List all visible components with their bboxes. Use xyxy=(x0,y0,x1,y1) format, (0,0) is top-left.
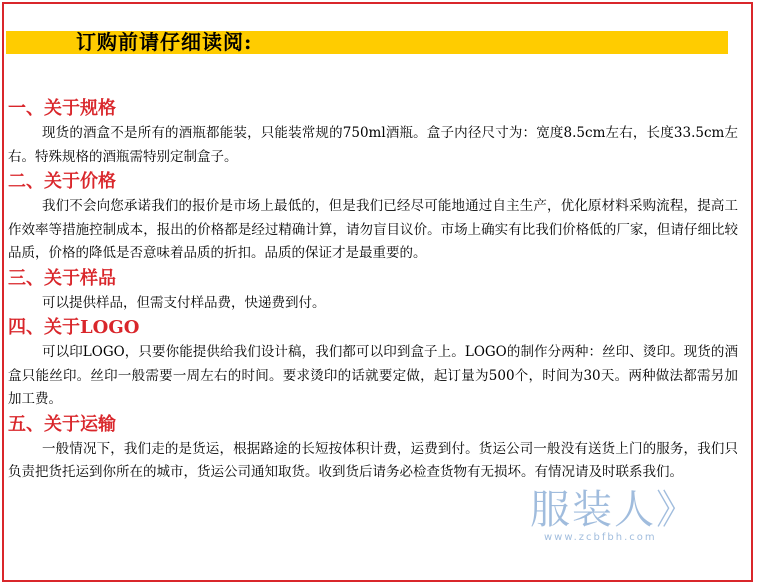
notice-content xyxy=(8,96,738,485)
section-text: 我们不会向您承诺我们的报价是市场上最低的，但是我们已经尽可能地通过自主生产，优化原材料采购流程，提高工作效率等措施控制成本，报出的价格都是经过精确计算，请勿盲目议价。市场上确实有比我们价格低的厂家，但请仔细比较品质，价格的降低是否意味着品质的折扣。品质的保证才是最重要的。 xyxy=(8,198,738,261)
section-specifications xyxy=(8,96,738,169)
section-heading: 三、关于样品 xyxy=(8,267,116,289)
section-samples xyxy=(8,266,738,316)
section-heading: 一、关于规格 xyxy=(8,98,116,119)
section-price xyxy=(8,169,738,266)
section-text: 可以提供样品，但需支付样品费，快递费到付。 xyxy=(42,294,326,311)
watermark-url: www.zcbfbh.com xyxy=(544,532,657,543)
section-logo xyxy=(8,315,738,412)
section-text: 一般情况下，我们走的是货运，根据路途的长短按体积计费，运费到付。货运公司一般没有送货上门的服务，我们只负责把货托运到你所在的城市，货运公司通知取货。收到货后请务必检查货物有无损坏。有情况请及时联系我们。 xyxy=(8,440,738,480)
section-shipping xyxy=(8,412,738,485)
section-heading: 二、关于价格 xyxy=(8,171,116,192)
watermark-text: 服装人》 xyxy=(530,487,698,533)
page-title: 订购前请仔细读阅: xyxy=(76,30,253,54)
section-heading: 四、关于LOGO xyxy=(8,317,140,338)
section-text: 现货的酒盒不是所有的酒瓶都能装，只能装常规的750ml酒瓶。盒子内径尺寸为：宽度8.5cm左右，长度33.5cm左右。特殊规格的酒瓶需特别定制盒子。 xyxy=(8,125,738,165)
section-text: 可以印LOGO，只要你能提供给我们设计稿，我们都可以印到盒子上。LOGO的制作分两种：丝印、烫印。现货的酒盒只能丝印。丝印一般需要一周左右的时间。要求烫印的话就要定做，起订量为500个，时间为30天。两种做法都需另加加工费。 xyxy=(8,344,738,407)
section-heading: 五、关于运输 xyxy=(8,413,116,435)
